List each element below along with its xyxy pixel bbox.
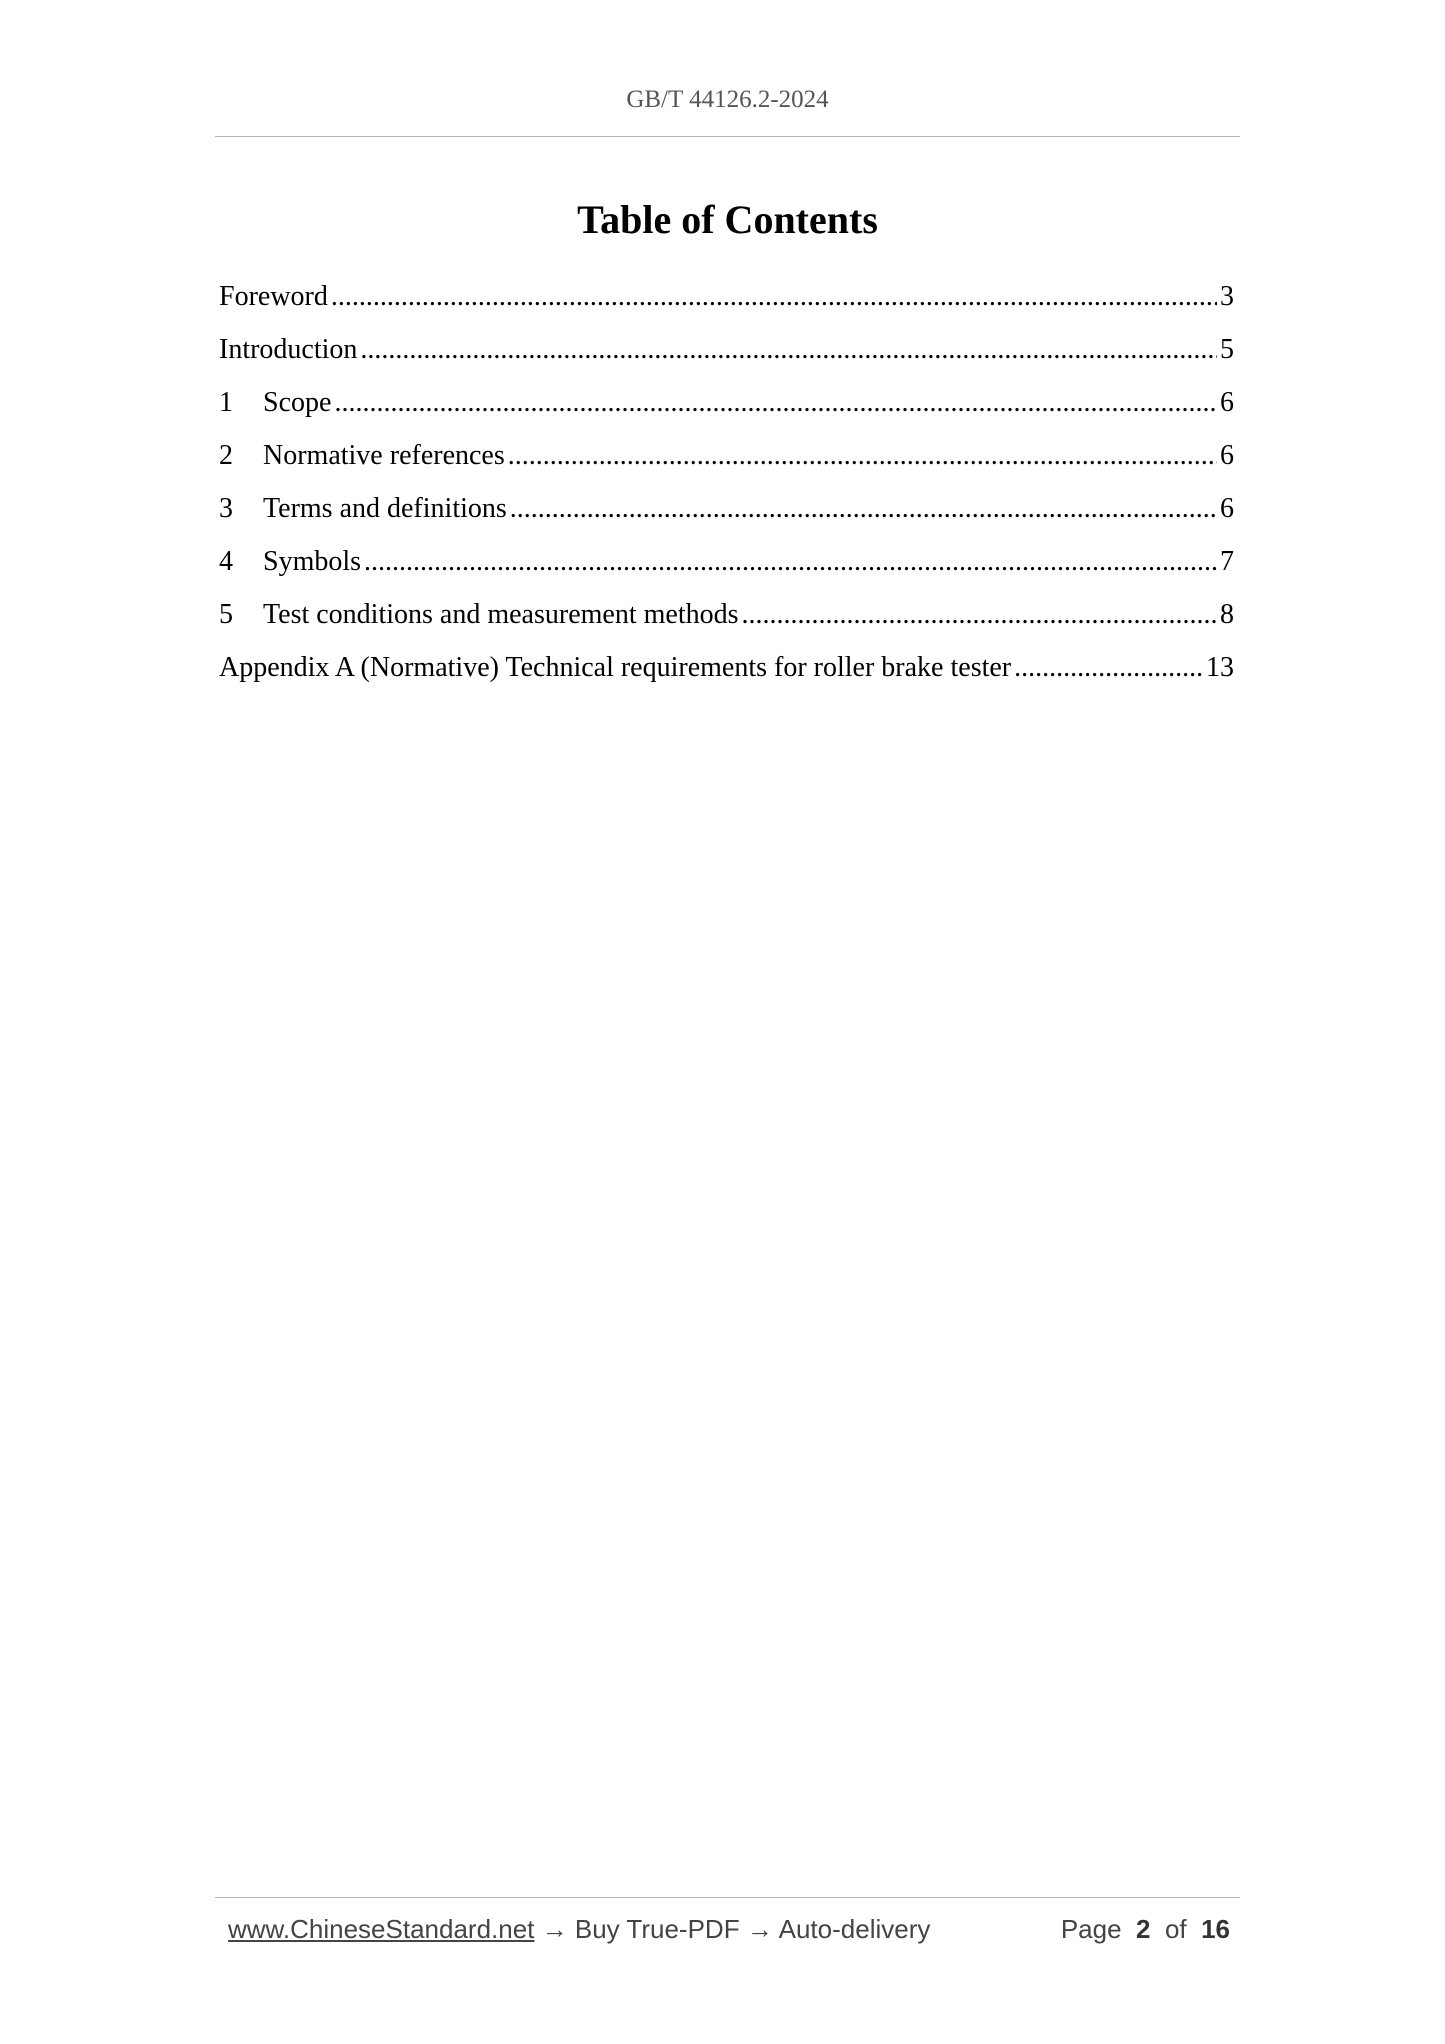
document-header-code: GB/T 44126.2-2024 [626,86,829,113]
toc-leader-dots [331,270,1217,323]
toc-entry-text: Test conditions and measurement methods [263,599,739,630]
arrow-right-icon: → [746,1914,773,1944]
arrow-right-icon: → [541,1914,568,1944]
toc-entry-terms-and-definitions[interactable] [219,482,1234,535]
toc-entry-scope[interactable] [219,376,1234,429]
table-of-contents [219,270,1234,694]
toc-entry-number: 2 [219,440,233,471]
total-pages-number: 16 [1201,1914,1230,1944]
toc-entry-page: 13 [1206,652,1234,683]
toc-leader-dots [1014,641,1203,694]
of-label: of [1164,1914,1187,1944]
toc-entry-text: Normative references [263,440,505,471]
site-link[interactable]: www.ChineseStandard.net [228,1914,535,1944]
toc-entry-number: 4 [219,546,233,577]
toc-entry-appendix-a[interactable] [219,641,1234,694]
page-label: Page [1060,1914,1122,1944]
toc-entry-page: 6 [1220,387,1234,418]
page-footer [228,1914,1230,1945]
toc-entry-text: Symbols [263,546,362,577]
toc-leader-dots [364,535,1217,588]
auto-delivery-text: Auto-delivery [778,1914,931,1944]
footer-divider [215,1897,1240,1898]
toc-entry-introduction[interactable] [219,323,1234,376]
toc-entry-normative-references[interactable] [219,429,1234,482]
toc-entry-page: 7 [1220,546,1234,577]
toc-leader-dots [334,376,1217,429]
toc-entry-text: Appendix A (Normative) Technical requirements for roller brake tester [219,652,1012,683]
toc-entry-text: Scope [263,387,332,418]
toc-entry-text: Introduction [219,334,358,365]
current-page-number: 2 [1136,1914,1151,1944]
toc-entry-page: 6 [1220,493,1234,524]
toc-entry-page: 8 [1220,599,1234,630]
page-title: Table of Contents [577,197,878,242]
toc-leader-dots [360,323,1217,376]
header-divider [215,136,1240,137]
toc-entry-number: 1 [219,387,233,418]
toc-entry-page: 5 [1220,334,1234,365]
toc-entry-page: 6 [1220,440,1234,471]
toc-leader-dots [742,588,1218,641]
toc-entry-text: Foreword [219,281,328,312]
toc-leader-dots [508,429,1217,482]
toc-entry-symbols[interactable] [219,535,1234,588]
toc-leader-dots [510,482,1217,535]
toc-entry-number: 3 [219,493,233,524]
toc-entry-test-conditions[interactable] [219,588,1234,641]
toc-entry-foreword[interactable] [219,270,1234,323]
toc-entry-page: 3 [1220,281,1234,312]
toc-entry-number: 5 [219,599,233,630]
footer-promo [228,1914,930,1945]
page-indicator [1061,1914,1230,1945]
toc-entry-text: Terms and definitions [263,493,507,524]
buy-true-pdf-text: Buy True-PDF [574,1914,740,1944]
